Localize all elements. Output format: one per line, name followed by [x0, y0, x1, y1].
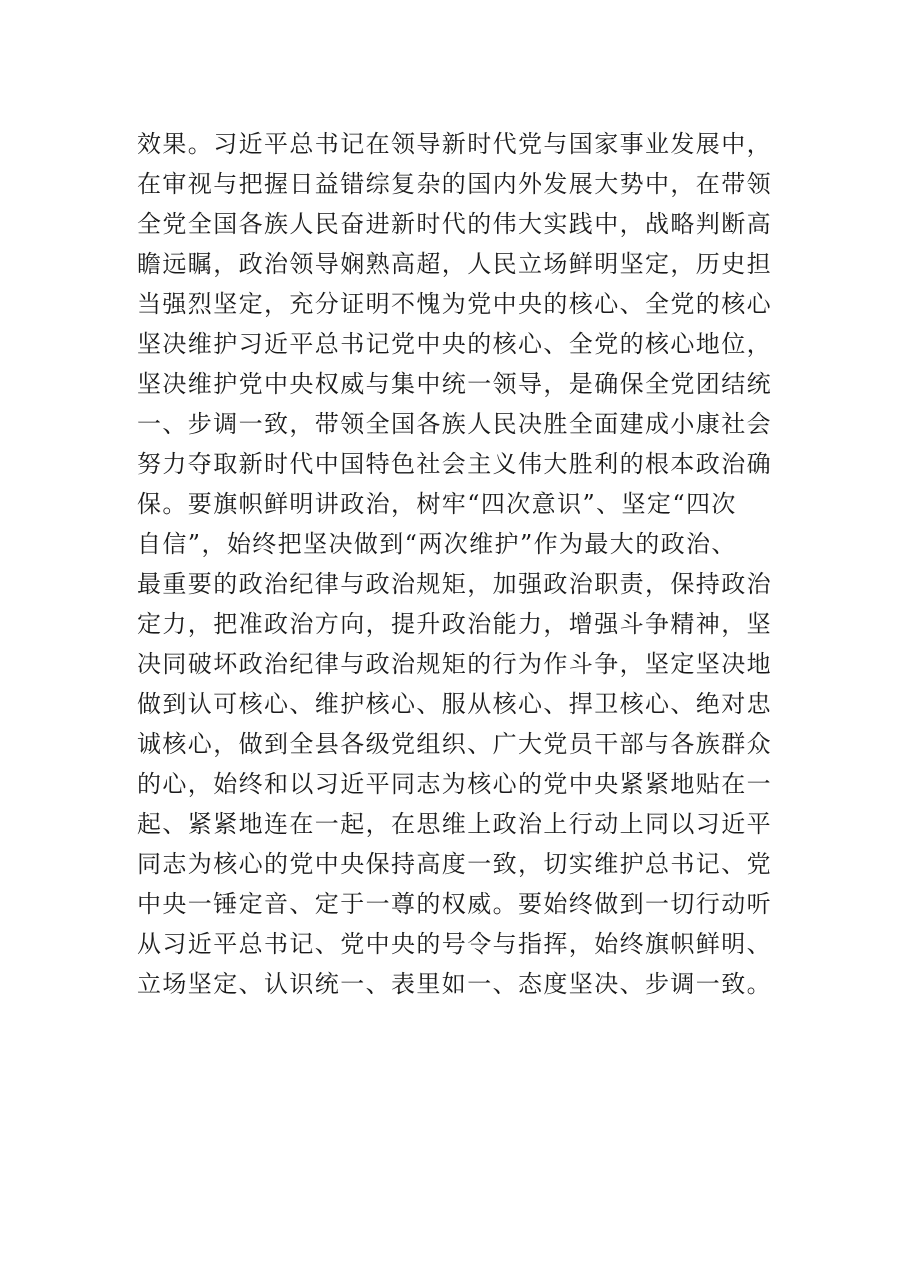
text-line: 一、步调一致，带领全国各族人民决胜全面建成小康社会	[137, 410, 772, 438]
text-line: 的心，始终和以习近平同志为核心的党中央紧紧地贴在一	[137, 770, 772, 798]
text-line: 效果。习近平总书记在领导新时代党与国家事业发展中，	[137, 130, 772, 158]
text-line: 从习近平总书记、党中央的号令与指挥，始终旗帜鲜明、	[137, 930, 772, 958]
text-line: 立场坚定、认识统一、表里如一、态度坚决、步调一致。	[137, 970, 772, 998]
text-line: 坚决维护党中央权威与集中统一领导，是确保全党团结统	[137, 370, 772, 398]
text-line: 定力，把准政治方向，提升政治能力，增强斗争精神，坚	[137, 610, 772, 638]
text-line: 起、紧紧地连在一起，在思维上政治上行动上同以习近平	[137, 810, 772, 838]
text-line: 全党全国各族人民奋进新时代的伟大实践中，战略判断高	[137, 210, 772, 238]
text-line: 瞻远瞩，政治领导娴熟高超，人民立场鲜明坚定，历史担	[137, 250, 772, 278]
text-line: 坚决维护习近平总书记党中央的核心、全党的核心地位，	[137, 330, 772, 358]
text-line: 努力夺取新时代中国特色社会主义伟大胜利的根本政治确	[137, 450, 772, 478]
text-line: 当强烈坚定，充分证明不愧为党中央的核心、全党的核心	[137, 290, 772, 318]
text-line: 最重要的政治纪律与政治规矩，加强政治职责，保持政治	[137, 570, 772, 598]
text-line: 同志为核心的党中央保持高度一致，切实维护总书记、党	[137, 850, 772, 878]
text-line: 做到认可核心、维护核心、服从核心、捍卫核心、绝对忠	[137, 690, 772, 718]
body-paragraph	[137, 124, 787, 1004]
text-line: 决同破坏政治纪律与政治规矩的行为作斗争，坚定坚决地	[137, 650, 772, 678]
text-line: 诚核心，做到全县各级党组织、广大党员干部与各族群众	[137, 730, 772, 758]
text-line: 在审视与把握日益错综复杂的国内外发展大势中，在带领	[137, 170, 772, 198]
text-line: 中央一锤定音、定于一尊的权威。要始终做到一切行动听	[137, 890, 772, 918]
text-line: 自信”，始终把坚决做到“两次维护”作为最大的政治、	[137, 530, 737, 558]
text-line: 保。要旗帜鲜明讲政治，树牢“四次意识”、坚定“四次	[137, 490, 737, 518]
